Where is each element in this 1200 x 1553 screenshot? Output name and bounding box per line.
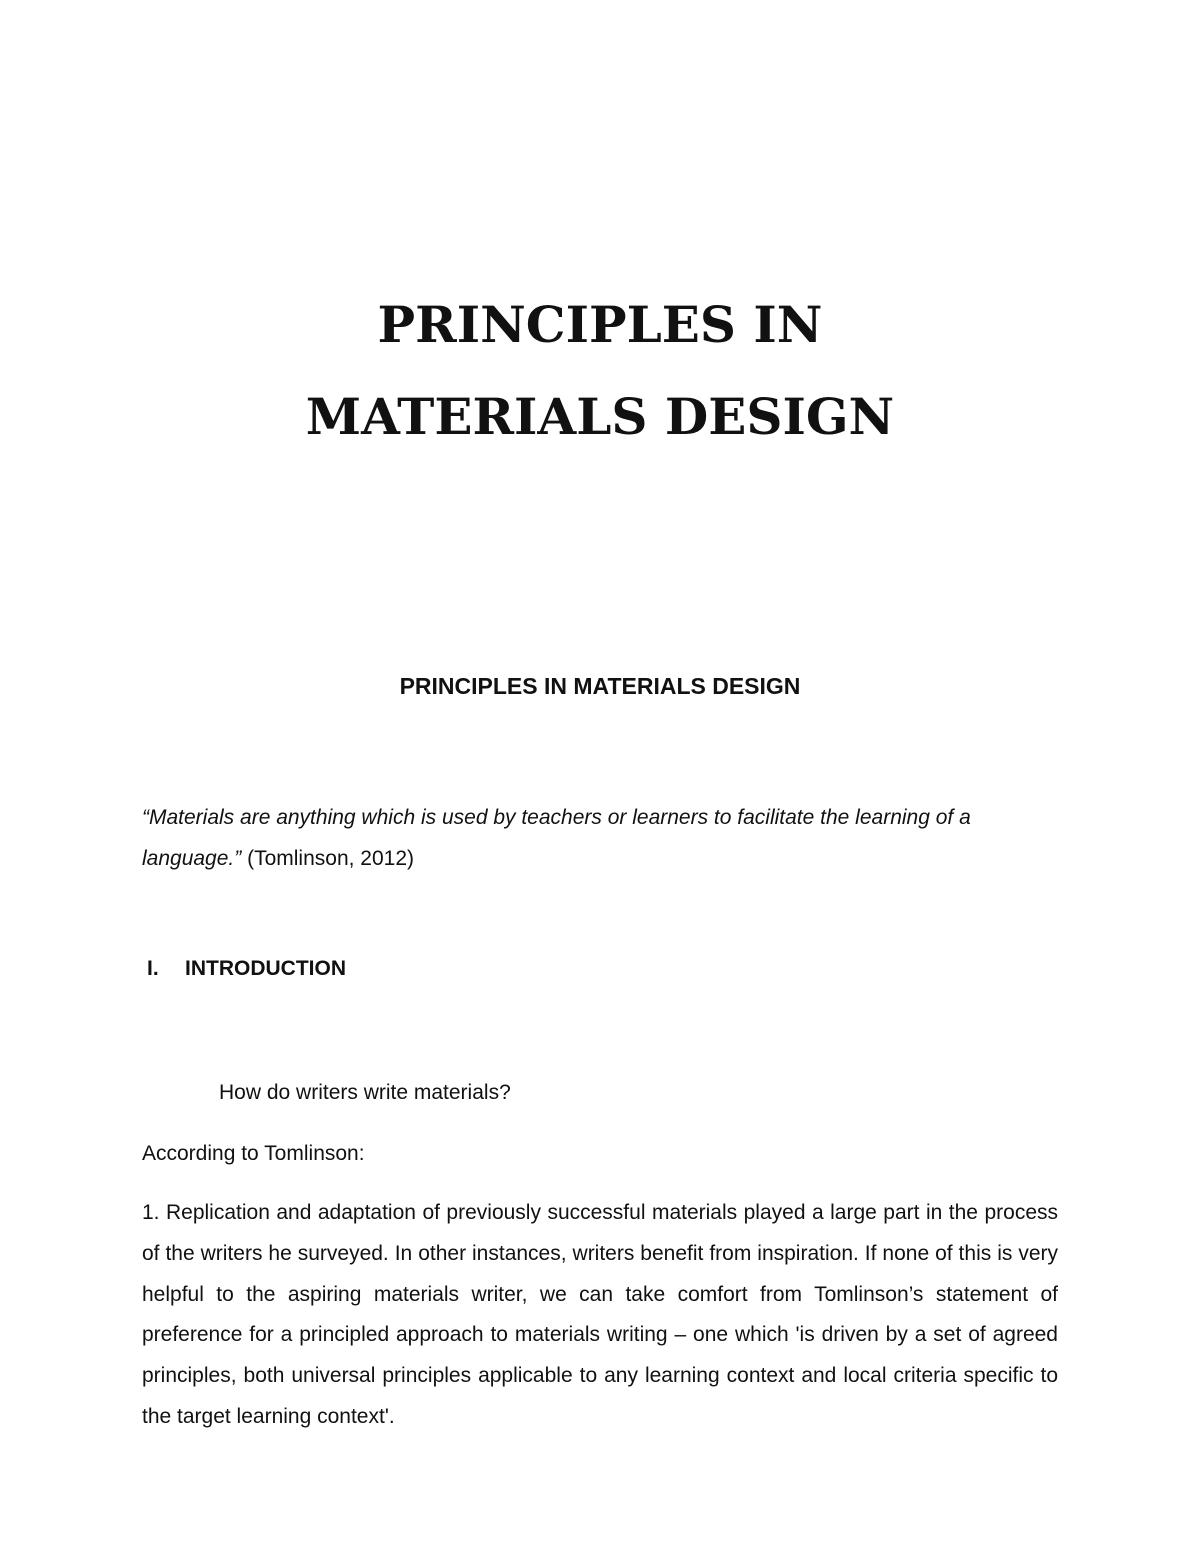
quote-citation: (Tomlinson, 2012) [241, 847, 414, 870]
cover-title-line-2: MATERIALS DESIGN [305, 387, 895, 446]
intro-question: How do writers write materials? [219, 1081, 511, 1104]
body-paragraph: 1. Replication and adaptation of previously successful materials played a large part in the process of the writers he surveyed. In other instances, writers benefit from inspiration. If none of this is very helpful to the aspiring materials writer, we can take comfort from Tomlinson’s statement of preference for a principled approach to materials writing – one which 'is driven by a set of agreed principles, both universal principles applicable to any learning context and local criteria specific to the target learning context'. [142, 1201, 1058, 1428]
epigraph-quote [142, 797, 1062, 879]
document-heading: PRINCIPLES IN MATERIALS DESIGN [399, 673, 801, 699]
according-line: According to Tomlinson: [142, 1142, 365, 1165]
section-heading-introduction [147, 958, 346, 979]
quote-text: “Materials are anything which is used by teachers or learners to facilitate the learning of a language.” [142, 806, 971, 870]
section-title: INTRODUCTION [185, 957, 346, 980]
section-number: I. [147, 957, 159, 980]
cover-title-line-1: PRINCIPLES IN [377, 295, 823, 354]
